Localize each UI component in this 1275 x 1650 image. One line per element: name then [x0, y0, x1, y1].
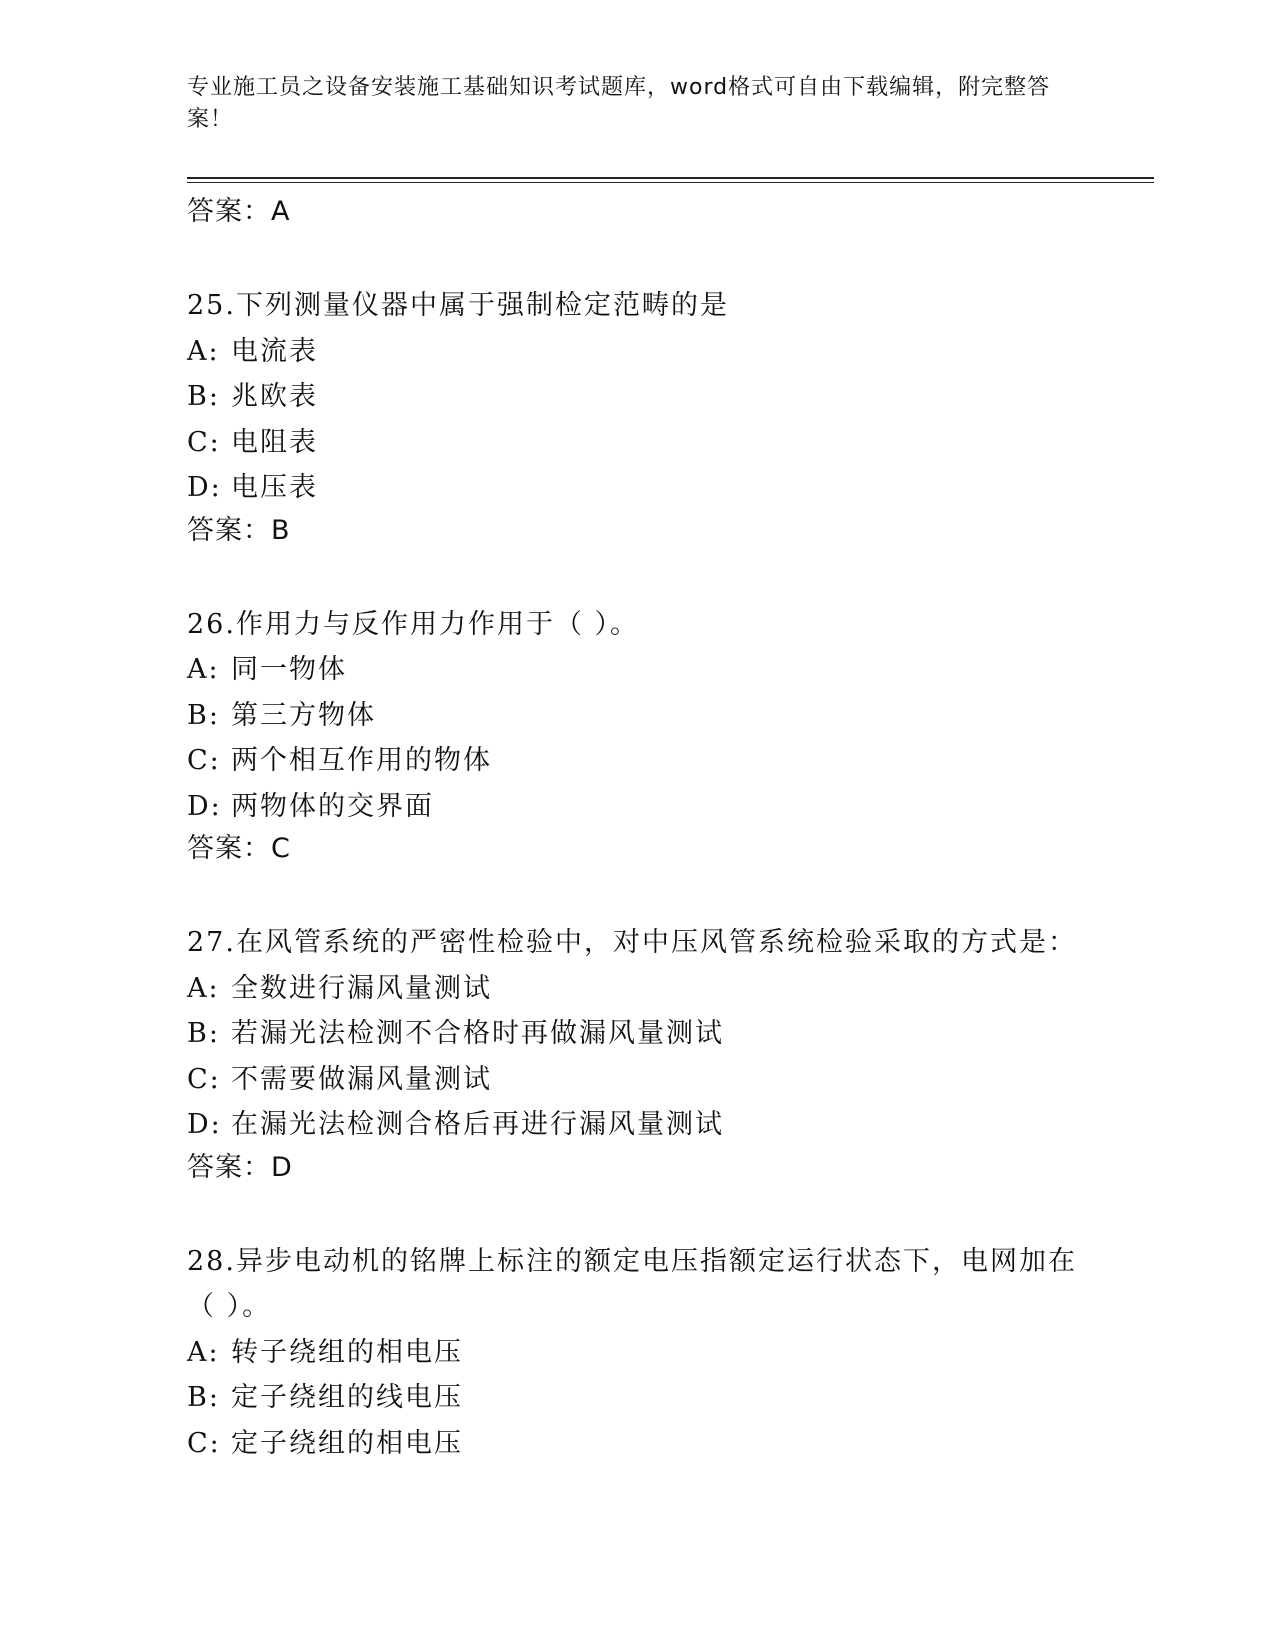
- option-text: 定子绕组的线电压: [231, 1382, 463, 1413]
- option-a: [187, 1330, 1087, 1376]
- option-text: 若漏光法检测不合格时再做漏风量测试: [231, 1018, 724, 1049]
- option-text: 电压表: [231, 472, 318, 503]
- option-a: [187, 647, 1087, 693]
- option-text: 定子绕组的相电压: [231, 1427, 463, 1459]
- header-divider-thick: [187, 177, 1154, 179]
- option-letter: C:: [187, 426, 221, 458]
- option-text: 兆欧表: [231, 381, 318, 412]
- option-b: [187, 374, 1087, 420]
- option-d: [187, 784, 1087, 830]
- option-letter: C:: [187, 1427, 221, 1459]
- option-c: [187, 738, 1087, 784]
- option-b: [187, 693, 1087, 739]
- option-text: 不需要做漏风量测试: [231, 1063, 492, 1095]
- option-letter: D:: [187, 1109, 222, 1140]
- question-text: 25.下列测量仪器中属于强制检定范畴的是: [187, 290, 729, 321]
- option-letter: B:: [187, 1018, 220, 1049]
- question-text: 28.异步电动机的铭牌上标注的额定电压指额定运行状态下，电网加在（ ）。: [187, 1245, 1077, 1322]
- option-c: [187, 1421, 1087, 1467]
- question-text: 27.在风管系统的严密性检验中，对中压风管系统检验采取的方式是：: [187, 927, 1077, 958]
- option-d: [187, 1102, 1087, 1148]
- option-letter: A:: [187, 1336, 220, 1368]
- option-letter: D:: [187, 472, 222, 503]
- question-list: [187, 192, 1087, 1466]
- option-letter: A:: [187, 972, 220, 1004]
- option-text: 转子绕组的相电压: [231, 1336, 463, 1368]
- option-b: [187, 1011, 1087, 1057]
- answer-line: 答案：D: [187, 1151, 293, 1183]
- option-text: 电流表: [231, 335, 318, 367]
- answer-line: 答案：A: [187, 196, 291, 227]
- option-b: [187, 1375, 1087, 1421]
- option-text: 两个相互作用的物体: [231, 745, 492, 776]
- option-letter: A:: [187, 335, 220, 367]
- answer-line: 答案：C: [187, 833, 291, 864]
- option-letter: B:: [187, 381, 220, 412]
- option-text: 两物体的交界面: [231, 790, 434, 822]
- option-letter: C:: [187, 745, 221, 776]
- header-divider-thin: [187, 182, 1154, 183]
- option-letter: C:: [187, 1063, 221, 1095]
- option-text: 同一物体: [231, 654, 347, 685]
- answer-line: 答案：B: [187, 514, 291, 546]
- option-c: [187, 420, 1087, 466]
- option-letter: A:: [187, 654, 220, 685]
- option-letter: D:: [187, 790, 222, 822]
- question-text: 26.作用力与反作用力作用于（ ）。: [187, 608, 640, 640]
- option-d: [187, 465, 1087, 511]
- option-letter: B:: [187, 1382, 220, 1413]
- option-text: 电阻表: [231, 426, 318, 458]
- option-c: [187, 1057, 1087, 1103]
- option-letter: B:: [187, 699, 220, 731]
- option-a: [187, 966, 1087, 1012]
- option-text: 全数进行漏风量测试: [231, 972, 492, 1004]
- option-text: 在漏光法检测合格后再进行漏风量测试: [231, 1109, 724, 1140]
- document-header: 专业施工员之设备安装施工基础知识考试题库，word格式可自由下载编辑，附完整答案！: [187, 75, 1051, 132]
- option-a: [187, 329, 1087, 375]
- option-text: 第三方物体: [231, 699, 376, 731]
